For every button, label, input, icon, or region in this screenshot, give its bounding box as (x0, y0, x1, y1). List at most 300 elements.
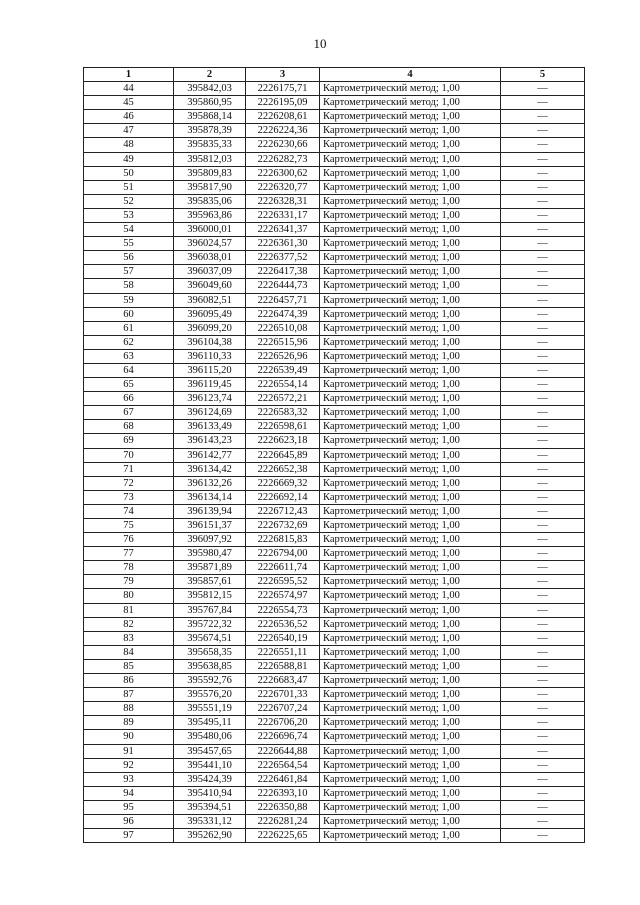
method-cell: Картометрический метод; 1,00 (320, 603, 501, 617)
y-coordinate-cell: 2226510,08 (246, 321, 320, 335)
point-number-cell: 70 (84, 448, 174, 462)
description-cell: — (501, 603, 585, 617)
x-coordinate-cell: 395331,12 (174, 814, 246, 828)
x-coordinate-cell: 395394,51 (174, 800, 246, 814)
method-cell: Картометрический метод; 1,00 (320, 208, 501, 222)
point-number-cell: 93 (84, 772, 174, 786)
x-coordinate-cell: 396132,26 (174, 476, 246, 490)
method-cell: Картометрический метод; 1,00 (320, 730, 501, 744)
y-coordinate-cell: 2226457,71 (246, 293, 320, 307)
method-cell: Картометрический метод; 1,00 (320, 786, 501, 800)
point-number-cell: 68 (84, 420, 174, 434)
x-coordinate-cell: 395817,90 (174, 180, 246, 194)
point-number-cell: 74 (84, 504, 174, 518)
table-row (84, 490, 585, 504)
point-number-cell: 91 (84, 744, 174, 758)
point-number-cell: 94 (84, 786, 174, 800)
description-cell: — (501, 814, 585, 828)
method-cell: Картометрический метод; 1,00 (320, 237, 501, 251)
method-cell: Картометрический метод; 1,00 (320, 476, 501, 490)
point-number-cell: 49 (84, 152, 174, 166)
table-row (84, 110, 585, 124)
table-row (84, 631, 585, 645)
y-coordinate-cell: 2226588,81 (246, 659, 320, 673)
table-row (84, 335, 585, 349)
description-cell: — (501, 462, 585, 476)
y-coordinate-cell: 2226526,96 (246, 349, 320, 363)
x-coordinate-cell: 395262,90 (174, 829, 246, 843)
y-coordinate-cell: 2226175,71 (246, 82, 320, 96)
y-coordinate-cell: 2226706,20 (246, 716, 320, 730)
method-cell: Картометрический метод; 1,00 (320, 645, 501, 659)
description-cell: — (501, 829, 585, 843)
description-cell: — (501, 82, 585, 96)
x-coordinate-cell: 395424,39 (174, 772, 246, 786)
method-cell: Картометрический метод; 1,00 (320, 519, 501, 533)
description-cell: — (501, 166, 585, 180)
point-number-cell: 80 (84, 589, 174, 603)
table-row (84, 293, 585, 307)
point-number-cell: 55 (84, 237, 174, 251)
table-row (84, 617, 585, 631)
method-cell: Картометрический метод; 1,00 (320, 490, 501, 504)
table-row (84, 124, 585, 138)
column-header-3: 3 (246, 68, 320, 82)
x-coordinate-cell: 395410,94 (174, 786, 246, 800)
y-coordinate-cell: 2226554,73 (246, 603, 320, 617)
y-coordinate-cell: 2226794,00 (246, 547, 320, 561)
y-coordinate-cell: 2226350,88 (246, 800, 320, 814)
y-coordinate-cell: 2226645,89 (246, 448, 320, 462)
x-coordinate-cell: 395878,39 (174, 124, 246, 138)
point-number-cell: 76 (84, 533, 174, 547)
table-row (84, 363, 585, 377)
table-row (84, 223, 585, 237)
y-coordinate-cell: 2226554,14 (246, 378, 320, 392)
table-row (84, 434, 585, 448)
y-coordinate-cell: 2226815,83 (246, 533, 320, 547)
description-cell: — (501, 110, 585, 124)
table-row (84, 786, 585, 800)
method-cell: Картометрический метод; 1,00 (320, 265, 501, 279)
method-cell: Картометрический метод; 1,00 (320, 392, 501, 406)
x-coordinate-cell: 395658,35 (174, 645, 246, 659)
description-cell: — (501, 688, 585, 702)
table-row (84, 547, 585, 561)
x-coordinate-cell: 395576,20 (174, 688, 246, 702)
method-cell: Картометрический метод; 1,00 (320, 772, 501, 786)
method-cell: Картометрический метод; 1,00 (320, 716, 501, 730)
method-cell: Картометрический метод; 1,00 (320, 631, 501, 645)
x-coordinate-cell: 395980,47 (174, 547, 246, 561)
method-cell: Картометрический метод; 1,00 (320, 180, 501, 194)
y-coordinate-cell: 2226417,38 (246, 265, 320, 279)
y-coordinate-cell: 2226361,30 (246, 237, 320, 251)
method-cell: Картометрический метод; 1,00 (320, 829, 501, 843)
point-number-cell: 51 (84, 180, 174, 194)
description-cell: — (501, 519, 585, 533)
column-header-4: 4 (320, 68, 501, 82)
y-coordinate-cell: 2226444,73 (246, 279, 320, 293)
method-cell: Картометрический метод; 1,00 (320, 420, 501, 434)
method-cell: Картометрический метод; 1,00 (320, 166, 501, 180)
table-row (84, 378, 585, 392)
method-cell: Картометрический метод; 1,00 (320, 589, 501, 603)
x-coordinate-cell: 396095,49 (174, 307, 246, 321)
description-cell: — (501, 674, 585, 688)
method-cell: Картометрический метод; 1,00 (320, 800, 501, 814)
table-row (84, 674, 585, 688)
point-number-cell: 77 (84, 547, 174, 561)
method-cell: Картометрический метод; 1,00 (320, 617, 501, 631)
y-coordinate-cell: 2226536,52 (246, 617, 320, 631)
point-number-cell: 59 (84, 293, 174, 307)
y-coordinate-cell: 2226701,33 (246, 688, 320, 702)
point-number-cell: 71 (84, 462, 174, 476)
table-row (84, 533, 585, 547)
table-row (84, 152, 585, 166)
description-cell: — (501, 490, 585, 504)
description-cell: — (501, 378, 585, 392)
point-number-cell: 47 (84, 124, 174, 138)
description-cell: — (501, 321, 585, 335)
table-row (84, 504, 585, 518)
y-coordinate-cell: 2226225,65 (246, 829, 320, 843)
x-coordinate-cell: 395842,03 (174, 82, 246, 96)
y-coordinate-cell: 2226595,52 (246, 575, 320, 589)
table-row (84, 166, 585, 180)
x-coordinate-cell: 396115,20 (174, 363, 246, 377)
point-number-cell: 92 (84, 758, 174, 772)
method-cell: Картометрический метод; 1,00 (320, 223, 501, 237)
point-number-cell: 81 (84, 603, 174, 617)
description-cell: — (501, 265, 585, 279)
table-row (84, 96, 585, 110)
description-cell: — (501, 96, 585, 110)
table-header-row (84, 68, 585, 82)
method-cell: Картометрический метод; 1,00 (320, 504, 501, 518)
x-coordinate-cell: 395551,19 (174, 702, 246, 716)
method-cell: Картометрический метод; 1,00 (320, 814, 501, 828)
point-number-cell: 84 (84, 645, 174, 659)
point-number-cell: 97 (84, 829, 174, 843)
table-row (84, 138, 585, 152)
point-number-cell: 79 (84, 575, 174, 589)
y-coordinate-cell: 2226598,61 (246, 420, 320, 434)
description-cell: — (501, 800, 585, 814)
x-coordinate-cell: 395860,95 (174, 96, 246, 110)
description-cell: — (501, 420, 585, 434)
description-cell: — (501, 448, 585, 462)
point-number-cell: 53 (84, 208, 174, 222)
x-coordinate-cell: 395857,61 (174, 575, 246, 589)
description-cell: — (501, 786, 585, 800)
point-number-cell: 87 (84, 688, 174, 702)
x-coordinate-cell: 395871,89 (174, 561, 246, 575)
method-cell: Картометрический метод; 1,00 (320, 659, 501, 673)
table-row (84, 758, 585, 772)
point-number-cell: 60 (84, 307, 174, 321)
y-coordinate-cell: 2226707,24 (246, 702, 320, 716)
y-coordinate-cell: 2226551,11 (246, 645, 320, 659)
method-cell: Картометрический метод; 1,00 (320, 448, 501, 462)
description-cell: — (501, 152, 585, 166)
method-cell: Картометрический метод; 1,00 (320, 702, 501, 716)
method-cell: Картометрический метод; 1,00 (320, 82, 501, 96)
y-coordinate-cell: 2226341,37 (246, 223, 320, 237)
y-coordinate-cell: 2226623,18 (246, 434, 320, 448)
table-row (84, 180, 585, 194)
description-cell: — (501, 716, 585, 730)
y-coordinate-cell: 2226328,31 (246, 194, 320, 208)
x-coordinate-cell: 396024,57 (174, 237, 246, 251)
table-row (84, 772, 585, 786)
x-coordinate-cell: 396124,69 (174, 406, 246, 420)
point-number-cell: 88 (84, 702, 174, 716)
y-coordinate-cell: 2226652,38 (246, 462, 320, 476)
x-coordinate-cell: 395592,76 (174, 674, 246, 688)
x-coordinate-cell: 396133,49 (174, 420, 246, 434)
method-cell: Картометрический метод; 1,00 (320, 561, 501, 575)
method-cell: Картометрический метод; 1,00 (320, 194, 501, 208)
x-coordinate-cell: 396038,01 (174, 251, 246, 265)
point-number-cell: 64 (84, 363, 174, 377)
method-cell: Картометрический метод; 1,00 (320, 124, 501, 138)
description-cell: — (501, 730, 585, 744)
point-number-cell: 86 (84, 674, 174, 688)
y-coordinate-cell: 2226377,52 (246, 251, 320, 265)
x-coordinate-cell: 396151,37 (174, 519, 246, 533)
method-cell: Картометрический метод; 1,00 (320, 307, 501, 321)
table-row (84, 702, 585, 716)
x-coordinate-cell: 396000,01 (174, 223, 246, 237)
x-coordinate-cell: 396139,94 (174, 504, 246, 518)
description-cell: — (501, 744, 585, 758)
x-coordinate-cell: 396119,45 (174, 378, 246, 392)
table-row (84, 307, 585, 321)
x-coordinate-cell: 396123,74 (174, 392, 246, 406)
point-number-cell: 52 (84, 194, 174, 208)
method-cell: Картометрический метод; 1,00 (320, 293, 501, 307)
table-row (84, 519, 585, 533)
x-coordinate-cell: 395638,85 (174, 659, 246, 673)
point-number-cell: 75 (84, 519, 174, 533)
description-cell: — (501, 702, 585, 716)
table-row (84, 194, 585, 208)
description-cell: — (501, 349, 585, 363)
table-row (84, 659, 585, 673)
description-cell: — (501, 645, 585, 659)
y-coordinate-cell: 2226583,32 (246, 406, 320, 420)
y-coordinate-cell: 2226644,88 (246, 744, 320, 758)
description-cell: — (501, 194, 585, 208)
method-cell: Картометрический метод; 1,00 (320, 406, 501, 420)
description-cell: — (501, 659, 585, 673)
description-cell: — (501, 124, 585, 138)
description-cell: — (501, 631, 585, 645)
point-number-cell: 67 (84, 406, 174, 420)
y-coordinate-cell: 2226539,49 (246, 363, 320, 377)
point-number-cell: 63 (84, 349, 174, 363)
point-number-cell: 45 (84, 96, 174, 110)
method-cell: Картометрический метод; 1,00 (320, 251, 501, 265)
point-number-cell: 73 (84, 490, 174, 504)
description-cell: — (501, 533, 585, 547)
table-row (84, 561, 585, 575)
table-row (84, 829, 585, 843)
x-coordinate-cell: 395457,65 (174, 744, 246, 758)
table-row (84, 321, 585, 335)
description-cell: — (501, 617, 585, 631)
y-coordinate-cell: 2226195,09 (246, 96, 320, 110)
y-coordinate-cell: 2226564,54 (246, 758, 320, 772)
method-cell: Картометрический метод; 1,00 (320, 674, 501, 688)
description-cell: — (501, 279, 585, 293)
y-coordinate-cell: 2226611,74 (246, 561, 320, 575)
method-cell: Картометрический метод; 1,00 (320, 688, 501, 702)
description-cell: — (501, 589, 585, 603)
table-row (84, 575, 585, 589)
description-cell: — (501, 547, 585, 561)
y-coordinate-cell: 2226320,77 (246, 180, 320, 194)
table-row (84, 589, 585, 603)
point-number-cell: 72 (84, 476, 174, 490)
y-coordinate-cell: 2226300,62 (246, 166, 320, 180)
point-number-cell: 46 (84, 110, 174, 124)
point-number-cell: 85 (84, 659, 174, 673)
description-cell: — (501, 434, 585, 448)
description-cell: — (501, 180, 585, 194)
x-coordinate-cell: 395767,84 (174, 603, 246, 617)
table-row (84, 744, 585, 758)
description-cell: — (501, 335, 585, 349)
method-cell: Картометрический метод; 1,00 (320, 96, 501, 110)
table-row (84, 406, 585, 420)
x-coordinate-cell: 396104,38 (174, 335, 246, 349)
table-row (84, 349, 585, 363)
method-cell: Картометрический метод; 1,00 (320, 378, 501, 392)
description-cell: — (501, 138, 585, 152)
method-cell: Картометрический метод; 1,00 (320, 533, 501, 547)
method-cell: Картометрический метод; 1,00 (320, 758, 501, 772)
y-coordinate-cell: 2226540,19 (246, 631, 320, 645)
y-coordinate-cell: 2226461,84 (246, 772, 320, 786)
x-coordinate-cell: 396110,33 (174, 349, 246, 363)
table-row (84, 476, 585, 490)
point-number-cell: 48 (84, 138, 174, 152)
method-cell: Картометрический метод; 1,00 (320, 462, 501, 476)
table-row (84, 645, 585, 659)
table-row (84, 82, 585, 96)
table-row (84, 448, 585, 462)
point-number-cell: 61 (84, 321, 174, 335)
method-cell: Картометрический метод; 1,00 (320, 279, 501, 293)
point-number-cell: 78 (84, 561, 174, 575)
point-number-cell: 83 (84, 631, 174, 645)
y-coordinate-cell: 2226692,14 (246, 490, 320, 504)
table-row (84, 716, 585, 730)
method-cell: Картометрический метод; 1,00 (320, 547, 501, 561)
table-row (84, 237, 585, 251)
x-coordinate-cell: 395868,14 (174, 110, 246, 124)
point-number-cell: 82 (84, 617, 174, 631)
y-coordinate-cell: 2226224,36 (246, 124, 320, 138)
x-coordinate-cell: 395674,51 (174, 631, 246, 645)
point-number-cell: 58 (84, 279, 174, 293)
x-coordinate-cell: 395812,15 (174, 589, 246, 603)
table-row (84, 814, 585, 828)
table-body (84, 82, 585, 843)
x-coordinate-cell: 396037,09 (174, 265, 246, 279)
y-coordinate-cell: 2226230,66 (246, 138, 320, 152)
x-coordinate-cell: 396134,14 (174, 490, 246, 504)
table-row (84, 265, 585, 279)
table-row (84, 800, 585, 814)
point-number-cell: 56 (84, 251, 174, 265)
x-coordinate-cell: 396099,20 (174, 321, 246, 335)
x-coordinate-cell: 395835,33 (174, 138, 246, 152)
point-number-cell: 44 (84, 82, 174, 96)
point-number-cell: 90 (84, 730, 174, 744)
point-number-cell: 95 (84, 800, 174, 814)
description-cell: — (501, 208, 585, 222)
coordinates-table (83, 67, 585, 843)
table-row (84, 603, 585, 617)
x-coordinate-cell: 395963,86 (174, 208, 246, 222)
point-number-cell: 69 (84, 434, 174, 448)
description-cell: — (501, 504, 585, 518)
y-coordinate-cell: 2226474,39 (246, 307, 320, 321)
method-cell: Картометрический метод; 1,00 (320, 363, 501, 377)
x-coordinate-cell: 395835,06 (174, 194, 246, 208)
y-coordinate-cell: 2226696,74 (246, 730, 320, 744)
x-coordinate-cell: 395812,03 (174, 152, 246, 166)
column-header-1: 1 (84, 68, 174, 82)
x-coordinate-cell: 396143,23 (174, 434, 246, 448)
x-coordinate-cell: 395441,10 (174, 758, 246, 772)
point-number-cell: 62 (84, 335, 174, 349)
y-coordinate-cell: 2226515,96 (246, 335, 320, 349)
method-cell: Картометрический метод; 1,00 (320, 349, 501, 363)
description-cell: — (501, 223, 585, 237)
y-coordinate-cell: 2226732,69 (246, 519, 320, 533)
description-cell: — (501, 772, 585, 786)
method-cell: Картометрический метод; 1,00 (320, 110, 501, 124)
x-coordinate-cell: 396049,60 (174, 279, 246, 293)
point-number-cell: 89 (84, 716, 174, 730)
page-number: 10 (313, 36, 327, 51)
y-coordinate-cell: 2226683,47 (246, 674, 320, 688)
table-row (84, 462, 585, 476)
y-coordinate-cell: 2226208,61 (246, 110, 320, 124)
method-cell: Картометрический метод; 1,00 (320, 152, 501, 166)
table-row (84, 279, 585, 293)
method-cell: Картометрический метод; 1,00 (320, 335, 501, 349)
x-coordinate-cell: 396142,77 (174, 448, 246, 462)
y-coordinate-cell: 2226282,73 (246, 152, 320, 166)
y-coordinate-cell: 2226331,17 (246, 208, 320, 222)
x-coordinate-cell: 395809,83 (174, 166, 246, 180)
description-cell: — (501, 575, 585, 589)
x-coordinate-cell: 395495,11 (174, 716, 246, 730)
table-row (84, 688, 585, 702)
method-cell: Картометрический метод; 1,00 (320, 744, 501, 758)
y-coordinate-cell: 2226393,10 (246, 786, 320, 800)
method-cell: Картометрический метод; 1,00 (320, 138, 501, 152)
description-cell: — (501, 758, 585, 772)
description-cell: — (501, 363, 585, 377)
table-row (84, 730, 585, 744)
